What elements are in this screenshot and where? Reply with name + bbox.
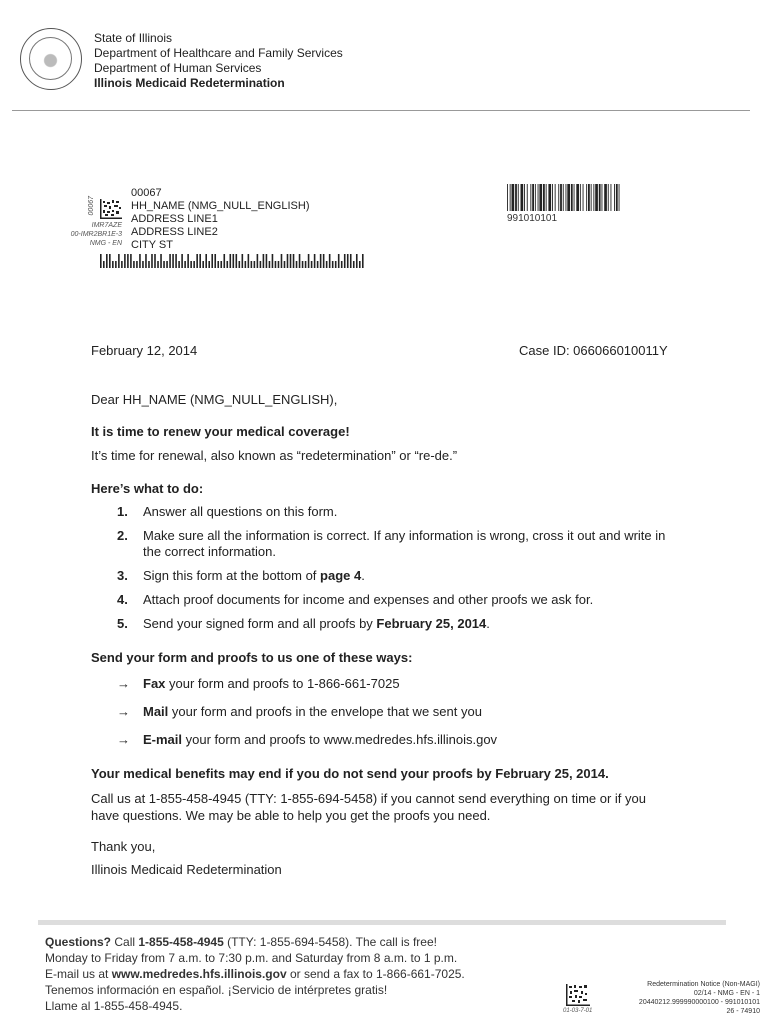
method-label: E-mail	[143, 732, 183, 747]
notice-line: 02/14 - NMG - EN - 1	[693, 990, 760, 997]
agency-line: Department of Healthcare and Family Services	[94, 46, 343, 60]
step-suffix: .	[361, 568, 365, 583]
list-item	[117, 592, 677, 608]
list-item	[117, 528, 677, 560]
questions-phone: 1-855-458-4945	[138, 935, 224, 949]
footer-code: 01-03-7-01	[563, 1008, 593, 1014]
letter-date: February 12, 2014	[91, 343, 198, 358]
mail-code: IMR7AZE	[91, 222, 122, 229]
footer-divider	[38, 920, 726, 925]
datamatrix-code-icon	[100, 199, 122, 219]
list-item	[117, 616, 677, 632]
notice-line: 26 - 74910	[726, 1008, 760, 1015]
method-text: your form and proofs to 1-866-661-7025	[165, 676, 400, 691]
todo-heading: Here’s what to do:	[91, 481, 204, 496]
step-number: 1.	[117, 504, 128, 519]
program-title: Illinois Medicaid Redetermination	[94, 76, 285, 90]
salutation: Dear HH_NAME (NMG_NULL_ENGLISH),	[91, 392, 338, 407]
closing: Thank you,	[91, 839, 156, 854]
call-text: Call us at 1-855-458-4945 (TTY: 1-855-694-5458) if you cannot send everything on time or if you have questions. We may be able to help you get the proofs you need.	[91, 791, 646, 823]
address-line: ADDRESS LINE1	[131, 213, 218, 225]
send-methods-list	[117, 676, 677, 760]
case-id: Case ID: 066066010011Y	[519, 343, 668, 358]
footer-questions	[45, 934, 525, 950]
method-label: Mail	[143, 704, 169, 719]
step-text: Make sure all the information is correct. If any information is wrong, cross it out and write in the correct information.	[143, 528, 666, 559]
list-item	[117, 568, 677, 584]
postal-barcode-icon	[100, 254, 365, 268]
send-heading: Send your form and proofs to us one of these ways:	[91, 650, 413, 665]
barcode-number: 991010101	[507, 213, 558, 224]
questions-rest: (TTY: 1-855-694-5458). The call is free!	[223, 935, 437, 949]
questions-call: Call	[111, 935, 139, 949]
list-item	[117, 732, 677, 748]
mail-codes	[60, 221, 122, 248]
mail-code: NMG - EN	[89, 240, 122, 247]
questions-label: Questions?	[45, 935, 112, 949]
step-suffix: .	[486, 616, 490, 631]
method-text: your form and proofs to www.medredes.hfs.illinois.gov	[182, 732, 498, 747]
state-seal-icon	[20, 28, 82, 90]
footer-email	[45, 966, 525, 982]
steps-list	[117, 504, 677, 640]
agency-line: State of Illinois	[94, 31, 173, 45]
footer-contact	[45, 934, 525, 1014]
step-text: Sign this form at the bottom of	[143, 568, 321, 583]
step-text: Send your signed form and all proofs by	[143, 616, 377, 631]
method-label: Fax	[143, 676, 166, 691]
datamatrix-code-icon	[566, 984, 590, 1006]
list-item	[117, 504, 677, 520]
step-emphasis: February 25, 2014	[376, 616, 487, 631]
header-divider	[12, 110, 750, 111]
renew-heading: It is time to renew your medical coverage!	[91, 424, 350, 439]
step-text: Answer all questions on this form.	[143, 504, 338, 519]
address-line: 00067	[131, 187, 162, 199]
email-pre: E-mail us at	[45, 967, 112, 981]
email-post: or send a fax to 1-866-661-7025.	[286, 967, 465, 981]
method-text: your form and proofs in the envelope that we sent you	[168, 704, 482, 719]
side-code: 00067	[88, 196, 95, 216]
step-number: 5.	[117, 616, 128, 631]
arrow-right-icon: →	[117, 704, 130, 719]
email-site: www.medredes.hfs.illinois.gov	[111, 967, 287, 981]
arrow-right-icon: →	[117, 676, 130, 691]
step-text: Attach proof documents for income and expenses and other proofs we ask for.	[143, 592, 594, 607]
list-item	[117, 704, 677, 720]
agency-header	[94, 31, 343, 91]
footer-spanish-call: Llame al 1-855-458-4945.	[45, 999, 183, 1013]
barcode-icon	[507, 184, 620, 211]
notice-line: Redetermination Notice (Non-MAGI)	[647, 981, 760, 988]
step-number: 2.	[117, 528, 128, 543]
mail-code: 00-IMR2BR1E-3	[70, 231, 122, 238]
notice-info	[600, 980, 760, 1016]
renew-text: It’s time for renewal, also known as “redetermination” or “re-de.”	[91, 448, 458, 463]
recipient-address	[131, 187, 309, 252]
step-number: 3.	[117, 568, 128, 583]
address-line: ADDRESS LINE2	[131, 226, 218, 238]
arrow-right-icon: →	[117, 732, 130, 747]
footer-spanish: Tenemos información en español. ¡Servicio de intérpretes gratis!	[45, 983, 388, 997]
agency-line: Department of Human Services	[94, 61, 262, 75]
notice-line: 20440212.999990000100 - 991010101	[638, 999, 760, 1006]
signature: Illinois Medicaid Redetermination	[91, 862, 282, 877]
footer-hours: Monday to Friday from 7 a.m. to 7:30 p.m. and Saturday from 8 a.m. to 1 p.m.	[45, 951, 458, 965]
step-emphasis: page 4	[320, 568, 362, 583]
address-line: CITY ST	[131, 239, 173, 251]
list-item	[117, 676, 677, 692]
warning-heading: Your medical benefits may end if you do not send your proofs by February 25, 2014.	[91, 766, 609, 781]
address-line: HH_NAME (NMG_NULL_ENGLISH)	[131, 200, 310, 212]
step-number: 4.	[117, 592, 128, 607]
